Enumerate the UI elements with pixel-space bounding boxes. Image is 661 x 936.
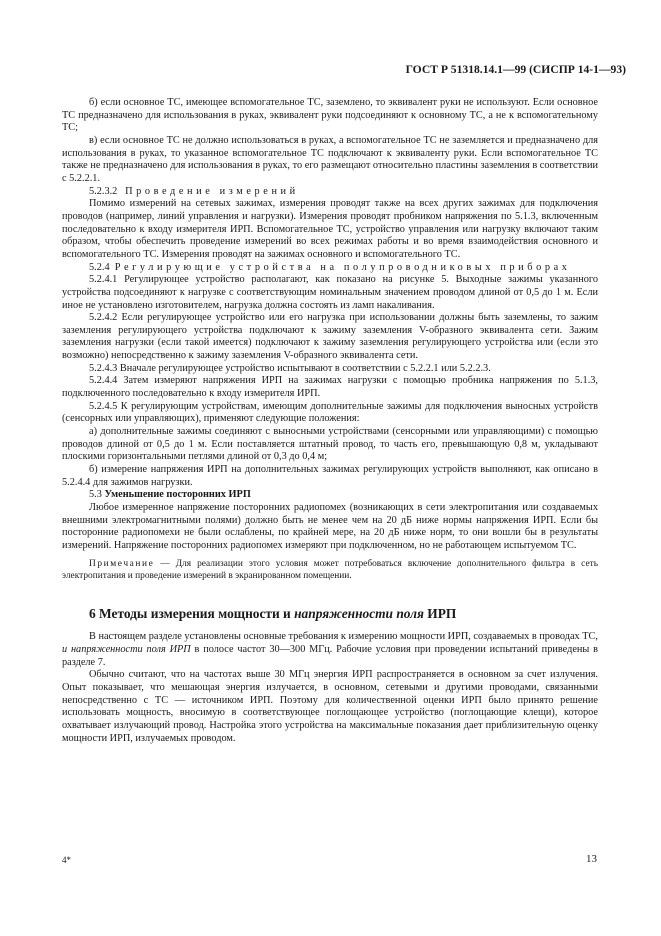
paragraph-5-2-4-4: 5.2.4.4 Затем измеряют напряжения ИРП на зажимах нагрузки с помощью пробника напряжения по 5.1.3, подключенного последовательно к входу измерителя ИРП. — [62, 375, 598, 400]
paragraph-5-2-4-5-b: б) измерение напряжения ИРП на дополнительных зажимах регулирующих устройств выполняют, как описано в 5.2.4.4 для зажимов нагрузки. — [62, 464, 598, 488]
heading-title: Уменьшение посторонних ИРП — [104, 489, 251, 501]
section-6-title-part-3: ИРП — [423, 606, 457, 622]
footer-sheet-mark: 4* — [62, 855, 71, 865]
heading-number: 5.3 — [89, 489, 102, 501]
paragraph-5-2-4-5: 5.2.4.5 К регулирующим устройствам, имеющим дополнительные зажимы для подключения выносных устройств (сенсорных или управляющих), применяют следующие положения: — [62, 400, 598, 425]
paragraph-6-2: Обычно считают, что на частотах выше 30 МГц энергия ИРП распространяется в основном за счет излучения. Опыт показывает, что мешающая энергия излучается, в основном, сетевыми и другими проводами, связанными непосредственно с ТС — источником ИРП. Поэтому для количественной оценки ИРП было принято решение использовать мощность, вносимую в соответствующее поглощающее устройство (поглощающие клещи), которое охватывает излучающий провод. Настройка этого устройства на максимальные показания дает приблизительную оценку мощности ИРП, излучаемых проводом. — [62, 669, 598, 744]
section-6-title-part-1: 6 Методы измерения мощности и — [89, 606, 295, 622]
note-label: Примечание — [89, 558, 155, 569]
page-header-standard-code: ГОСТ Р 51318.14.1—99 (СИСПР 14-1—93) — [405, 63, 626, 76]
heading-5-3 — [62, 489, 598, 502]
paragraph-5-2-4-1: 5.2.4.1 Регулирующее устройство располагают, как показано на рисунке 5. Выходные зажимы указанного устройства подсоединяют к нагрузке с соответствующим номинальным значением проводом длиной от 0,5 до 1 м. Если иное не установлено изготовителем, нагрузка должна состоять из ламп накаливания. — [62, 274, 598, 311]
heading-title: Проведение измерений — [125, 185, 299, 197]
paragraph-5-2-4-3: 5.2.4.3 Вначале регулирующее устройство испытывают в соответствии с 5.2.2.1 или 5.2.2.3. — [89, 362, 491, 374]
heading-number: 5.2.3.2 — [89, 185, 118, 197]
heading-number: 5.2.4 — [89, 261, 110, 273]
heading-5-2-3-2 — [62, 186, 598, 199]
heading-title: Регулирующие устройства на полупроводниковых приборах — [114, 261, 571, 273]
paragraph-5-2-3-2: Помимо измерений на сетевых зажимах, измерения проводят также на всех других зажимах для подключения проводов (например, линий управления и нагрузки). Измерения проводят пробником напряжения по 5.1.3, включенным последовательно к входу измерителя ИРП. Вспомогательное ТС, устройство управления или нагрузку включают таким образом, чтобы обеспечить проведение измерений во всех режимах работы и во время взаимодействия основного и вспомогательного ТС. Измерения проводят на зажимах основного и вспомогательного ТС. — [62, 198, 598, 260]
paragraph-6-1-part-2: и напряженности поля ИРП — [62, 644, 191, 656]
page-number: 13 — [586, 853, 597, 865]
paragraph-5-2-4-5-a: а) дополнительные зажимы соединяют с выносными устройствами (сенсорными или управляющими) с помощью проводов длиной от 0,5 до 1 м. Если поставляется штатный провод, то часть его, превышающую 0,8 м, укладывают плоскими горизонтальными петлями длиной от 0,3 до 0,4 м; — [62, 426, 598, 463]
page-body — [62, 97, 598, 745]
paragraph-5-2-4-2: 5.2.4.2 Если регулирующее устройство или его нагрузка при использовании должны быть заземлены, то зажим заземления регулирующего устройства подключают к зажиму заземления V-образного эквивалента сети. Зажим заземления нагрузки (если такой имеется) подключают к зажиму заземления регулирующего устройства или (если это возможно) непосредственно к зажиму заземления V-образного эквивалента сети. — [62, 312, 598, 362]
paragraph-b-hand-equivalent: б) если основное ТС, имеющее вспомогательное ТС, заземлено, то эквивалент руки не используют. Если основное ТС предназначено для использования в руках, эквивалент руки подсоединяют к основному ТС, а не к вспомогательному ТС; — [62, 97, 598, 134]
note-text: — Для реализации этого условия может потребоваться включение дополнительного фильтра в сеть электропитания и проведение измерений в экранированном помещении. — [62, 558, 598, 581]
paragraph-6-1-part-1: В настоящем разделе установлены основные требования к измерению мощности ИРП, создаваемых в проводах ТС, — [89, 631, 598, 643]
paragraph-5-3: Любое измеренное напряжение посторонних радиопомех (возникающих в сети электропитания или создаваемых внешними электромагнитными полями) должно быть не менее чем на 20 дБ ниже нормы напряжения ИРП. Если бы посторонние радиопомехи не были ослаблены, по крайней мере, на 20 дБ ниже норм, то они вошли бы в результаты измерений. Напряжение посторонних радиопомех измеряют при подключенном, но не работающем испытуемом ТС. — [62, 502, 598, 551]
paragraph-6-1 — [62, 631, 598, 669]
note — [62, 559, 598, 583]
heading-5-2-4 — [62, 262, 598, 275]
paragraph-v-hand-equivalent: в) если основное ТС не должно использоваться в руках, а вспомогательное ТС не заземляется и предназначено для использования в руках, то указанное вспомогательное ТС подключают к эквиваленту руки. Если вспомогательное ТС также не предназначено для использования в руках, то его размещают относительно пластины заземления в соответствии с 5.2.2.1. — [62, 134, 598, 184]
section-6-title-part-2: напряженности поля — [294, 606, 424, 622]
paragraph-6-1-part-3: в полосе частот 30—300 МГц. Рабочие условия при проведении испытаний приведены в разделе 7. — [62, 644, 598, 668]
section-6-title — [62, 606, 598, 622]
